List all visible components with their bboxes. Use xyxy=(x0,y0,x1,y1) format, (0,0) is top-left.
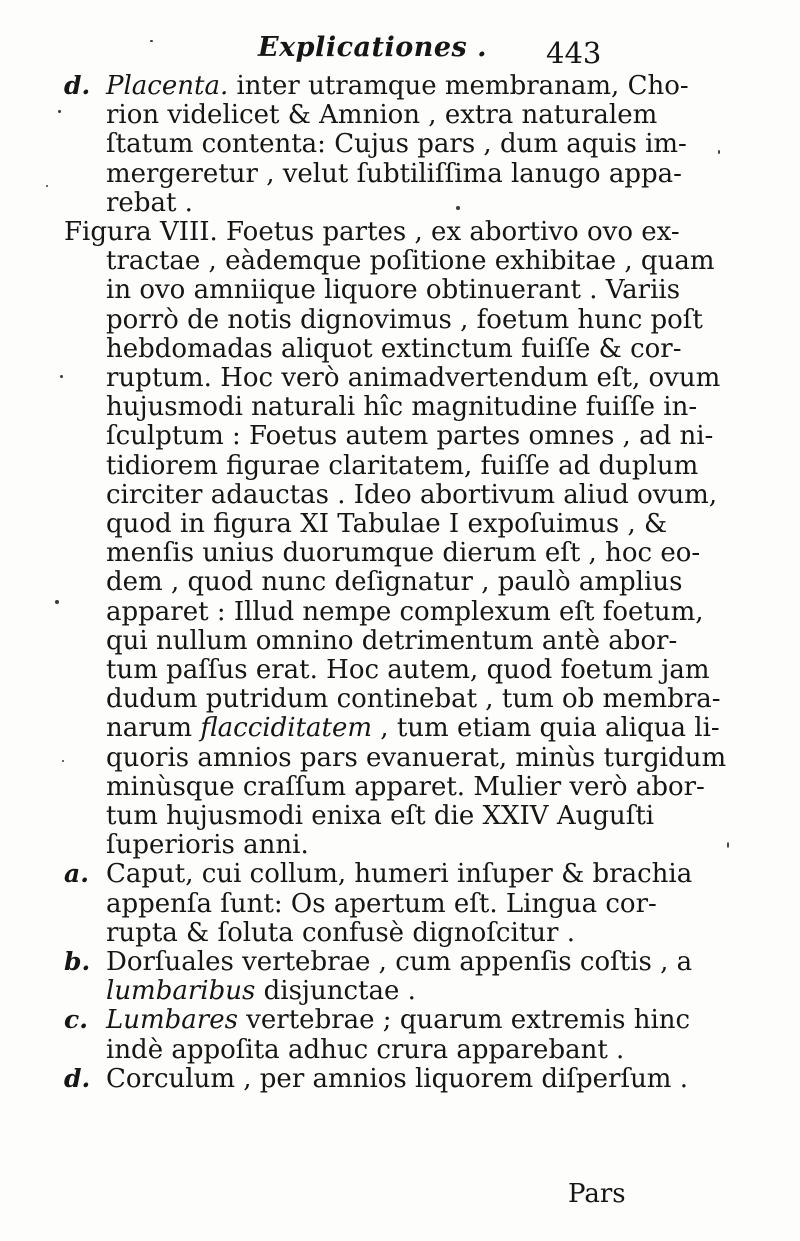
italic-term: Placenta. xyxy=(106,71,229,101)
text-segment: menſis unius duorumque dierum eſt , hoc eo- xyxy=(106,538,701,568)
text-segment: quoris amnios pars evanuerat, minùs turgidum xyxy=(106,743,727,773)
text-segment: rupta & ſoluta confusè dignoſcitur . xyxy=(106,918,575,948)
text-segment: quod in figura XI Tabulae I expoſuimus , & xyxy=(106,509,668,539)
text-segment: Dorſuales vertebrae , cum appenſis coſtis , a xyxy=(106,947,693,977)
text-segment: Figura VIII. Foetus partes , ex abortivo ovo ex- xyxy=(64,217,680,247)
scan-speck xyxy=(46,185,48,187)
scan-speck xyxy=(62,760,64,762)
text-segment: hujusmodi naturali hîc magnitudine fuiſſe in- xyxy=(106,392,698,422)
text-segment: Caput, cui collum, humeri inſuper & brachia xyxy=(106,859,693,889)
text-segment: disjunctae . xyxy=(255,976,416,1006)
item-marker: a. xyxy=(64,859,89,888)
text-segment: indè appoſita adhuc crura apparebant . xyxy=(106,1035,625,1065)
scan-speck xyxy=(727,842,729,848)
text-segment: , tum etiam quia aliqua li- xyxy=(372,713,720,743)
text-segment: apparet : Illud nempe complexum eſt foetum, xyxy=(106,597,704,627)
text-segment: dudum putridum continebat , tum ob membra- xyxy=(106,684,721,714)
text-segment: ſuperioris anni. xyxy=(106,830,309,860)
text-segment: minùsque craſſum apparet. Mulier verò abor- xyxy=(106,772,705,802)
text-line xyxy=(106,1061,688,1097)
text-segment: tidiorem figurae claritatem, fuiſſe ad duplum xyxy=(106,451,699,481)
page-number: 443 xyxy=(546,36,602,70)
italic-term: flacciditatem xyxy=(200,713,373,743)
item-marker: b. xyxy=(64,947,91,976)
text-segment: vertebrae ; quarum extremis hinc xyxy=(237,1005,691,1035)
text-segment: ſtatum contenta: Cujus pars , dum aquis im- xyxy=(106,129,687,159)
italic-term: lumbaribus xyxy=(106,976,256,1006)
page-header xyxy=(0,30,800,70)
text-segment: in ovo amniique liquore obtinuerant . Variis xyxy=(106,275,681,305)
scan-speck xyxy=(58,110,61,113)
text-segment: rebat . xyxy=(106,188,193,218)
text-segment: tum paſſus erat. Hoc autem, quod foetum jam xyxy=(106,655,710,685)
text-segment: Corculum , per amnios liquorem diſperſum . xyxy=(106,1064,688,1094)
text-segment: tum hujusmodi enixa eſt die XXIV Auguſti xyxy=(106,801,655,831)
item-marker: d. xyxy=(64,1064,91,1093)
item-marker: d. xyxy=(64,71,91,100)
text-segment: ſculptum : Foetus autem partes omnes , ad ni- xyxy=(106,421,714,451)
text-segment: tractae , eàdemque poſitione exhibitae , quam xyxy=(106,246,715,276)
text-segment: appenſa ſunt: Os apertum eſt. Lingua cor- xyxy=(106,889,657,919)
text-segment: circiter adauctas . Ideo abortivum aliud ovum, xyxy=(106,480,718,510)
text-segment: ruptum. Hoc verò animadvertendum eſt, ovum xyxy=(106,363,721,393)
scan-speck xyxy=(718,150,720,154)
text-segment: porrò de notis dignovimus , foetum hunc poſt xyxy=(106,305,703,335)
scan-speck xyxy=(456,206,460,210)
text-segment: dem , quod nunc deſignatur , paulò amplius xyxy=(106,567,683,597)
item-marker: c. xyxy=(64,1005,88,1034)
text-segment: inter utramque membranam, Cho- xyxy=(228,71,689,101)
text-segment: qui nullum omnino detrimentum antè abor- xyxy=(106,626,678,656)
text-segment: hebdomadas aliquot extinctum fuiſſe & cor- xyxy=(106,334,682,364)
text-segment: rion videlicet & Amnion , extra naturalem xyxy=(106,100,658,130)
scan-speck xyxy=(55,600,59,604)
catchword: Pars xyxy=(568,1179,626,1209)
scan-speck xyxy=(60,375,63,378)
text-segment: mergeretur , velut ſubtiliſſima lanugo appa- xyxy=(106,159,682,189)
italic-term: Lumbares xyxy=(106,1005,238,1035)
scan-speck xyxy=(150,40,153,42)
text-segment: narum xyxy=(106,713,201,743)
running-head: Explicationes . xyxy=(258,32,488,63)
